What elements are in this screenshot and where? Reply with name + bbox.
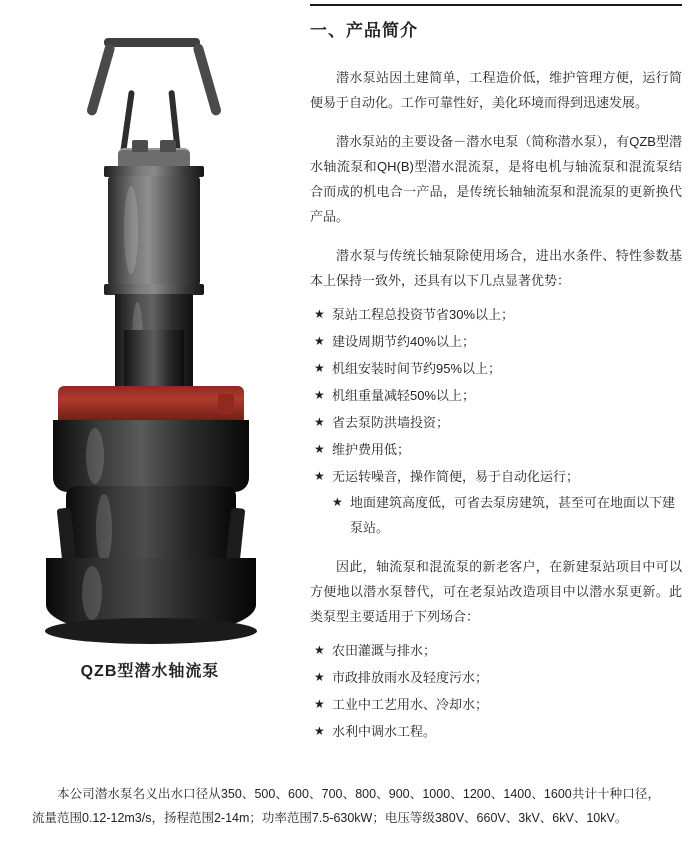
star-icon: ★ [314,670,325,684]
list-item [310,664,682,691]
intro-paragraph-3: 潜水泵与传统长轴泵除使用场合，进出水条件、特性参数基本上保持一致外，还具有以下几点显著优势： [310,248,682,288]
article-text-column [310,0,682,745]
motor-housing [108,176,200,286]
cable-gland-2 [160,140,176,152]
handle-right [192,43,222,117]
handle-left [86,43,116,117]
list-item [310,409,682,436]
applications-list [310,637,682,745]
product-figure-column [0,0,300,700]
pump-bowl [53,420,249,492]
lifting-bar [104,38,200,47]
star-icon: ★ [314,334,325,348]
bowl-highlight [86,428,104,484]
list-item-label: 机组安装时间节约95%以上； [332,361,502,376]
list-item [310,436,682,463]
intro-paragraph-1: 潜水泵站因土建简单，工程造价低，维护管理方便，运行简便易于自动化。工作可靠性好，美化环境而得到迅速发展。 [310,70,682,110]
list-item [310,355,682,382]
discharge-highlight [96,494,112,564]
list-item-label: 建设周期节约40%以上； [332,334,476,349]
list-item [310,637,682,664]
list-item-label: 维护费用低； [332,442,411,457]
list-item-label: 市政排放雨水及轻度污水； [332,670,489,685]
list-item-label: 机组重量减轻50%以上； [332,388,476,403]
star-icon: ★ [314,697,325,711]
list-item [310,301,682,328]
advantages-list [310,301,682,540]
list-item [310,490,682,540]
star-icon: ★ [314,415,325,429]
submersible-axial-flow-pump-illustration [20,30,282,640]
star-icon: ★ [314,724,325,738]
applications-intro-paragraph: 因此，轴流泵和混流泵的新老客户，在新建泵站项目中可以方便地以潜水泵替代，可在老泵站改造项目中以潜水泵更新。此类泵型主要适用于下列场合： [310,559,682,624]
list-item [310,382,682,409]
section-header [310,0,682,51]
list-item [310,328,682,355]
list-item [310,463,682,490]
specification-footnote: 本公司潜水泵名义出水口径从350、500、600、700、800、900、1000、1200、1400、1600共计十种口径，流量范围0.12-12m3/s，扬程范围2-14m；功率范围7.5-630kW；电压等级380V、660V、3kV、6kV、10kV。 [32,787,660,825]
list-item-label: 农田灌溉与排水； [332,643,437,658]
ring-lug [218,394,234,414]
list-item [310,718,682,745]
list-item-label: 泵站工程总投资节省30%以上； [332,307,515,322]
motor-highlight [124,186,138,274]
figure-caption: QZB型潜水轴流泵 [80,663,220,680]
star-icon: ★ [314,388,325,402]
red-impeller-ring [58,386,244,422]
title-rule [310,4,682,6]
star-icon: ★ [332,495,343,509]
star-icon: ★ [314,469,325,483]
star-icon: ★ [314,361,325,375]
star-icon: ★ [314,643,325,657]
intro-paragraph-2: 潜水泵站的主要设备－潜水电泵（简称潜水泵），有QZB型潜水轴流泵和QH(B)型潜水混流泵，是将电机与轴流泵和混流泵结合而成的机电合一产品，是传统长轴轴流泵和混流泵的更新换代产品。 [310,134,682,224]
star-icon: ★ [314,307,325,321]
cable-gland [132,140,148,152]
base-rim [45,618,257,644]
list-item-label: 无运转噪音，操作简便，易于自动化运行； [332,469,580,484]
list-item [310,691,682,718]
list-item-label: 省去泵防洪墙投资； [332,415,450,430]
list-item-label: 地面建筑高度低，可省去泵房建筑，甚至可在地面以下建泵站。 [350,495,676,535]
list-item-label: 工业中工艺用水、冷却水； [332,697,489,712]
page-title: 一、产品简介 [310,21,418,40]
star-icon: ★ [314,442,325,456]
suction-bell-highlight [82,566,102,620]
list-item-label: 水利中调水工程。 [332,724,437,739]
